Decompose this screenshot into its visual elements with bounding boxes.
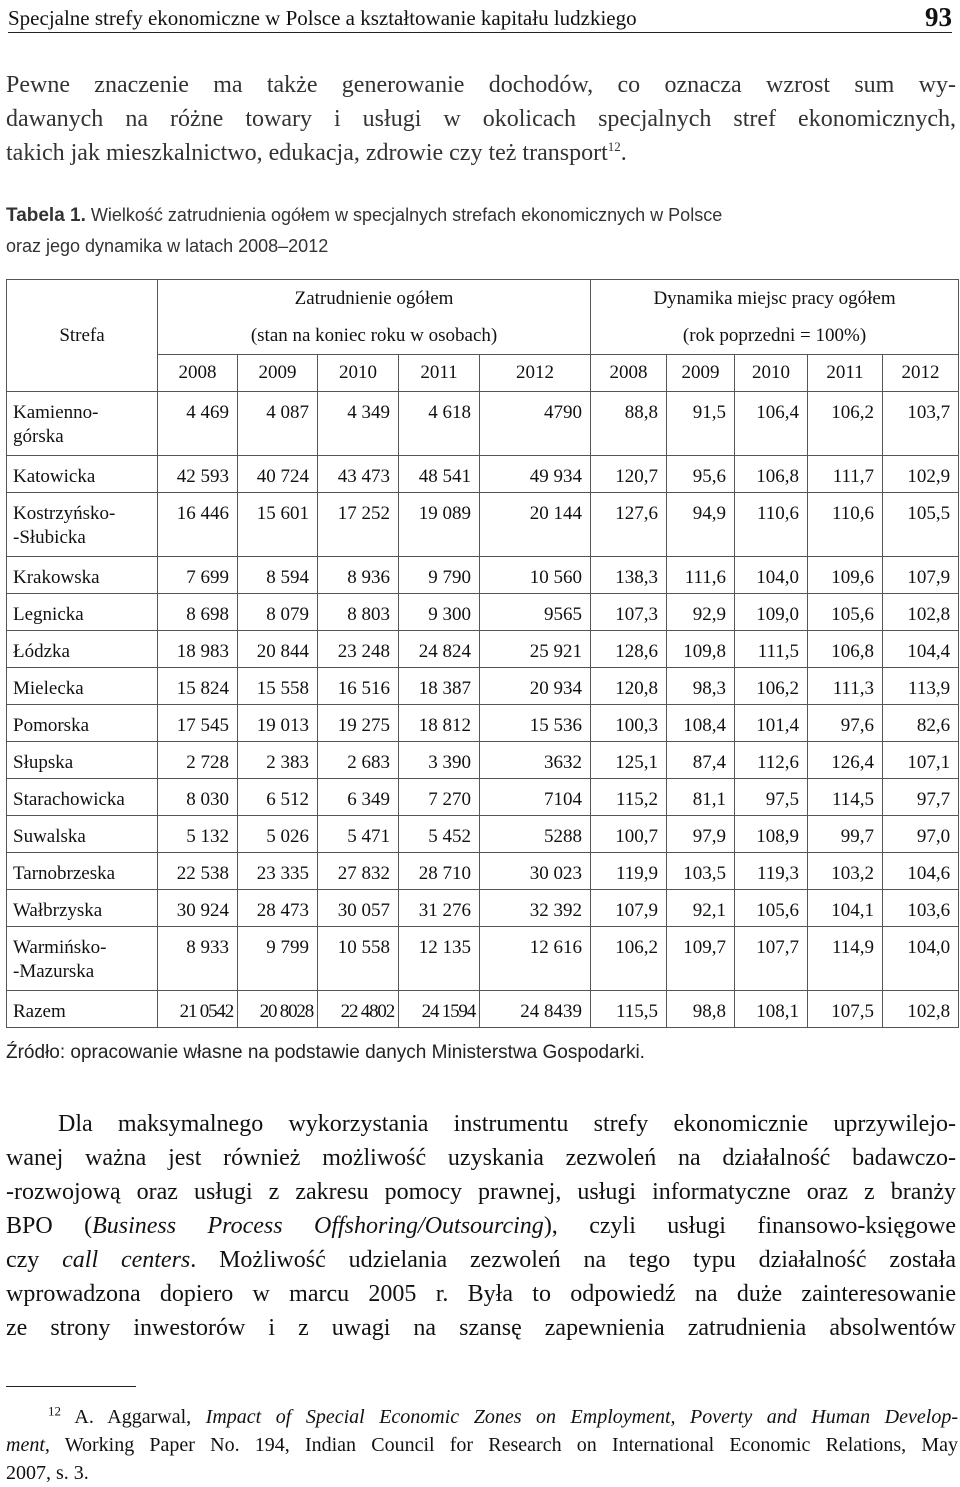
table-cell: 102,8 [883, 594, 959, 631]
year-header: 2008 [591, 355, 667, 392]
table-cell: 6 512 [238, 779, 318, 816]
year-header: 2009 [667, 355, 735, 392]
table-cell: 126,4 [808, 742, 883, 779]
table-cell: 104,6 [883, 853, 959, 890]
table-cell: 109,7 [667, 927, 735, 991]
table-cell: 105,6 [735, 890, 808, 927]
table-cell: 5 132 [158, 816, 238, 853]
table-cell: 102,8 [883, 991, 959, 1028]
zone-name-line: Krakowska [13, 567, 100, 588]
table-cell: 25 921 [480, 631, 591, 668]
zone-name-line: -Słubicka [13, 527, 86, 548]
table-cell: 111,3 [808, 668, 883, 705]
year-header: 2010 [318, 355, 399, 392]
table-cell: 15 601 [238, 493, 318, 557]
body-line: wanej ważna jest również możliwość uzyskania zezwoleń na działalność badawczo- [6, 1145, 956, 1171]
table-cell: 43 473 [318, 456, 399, 493]
table-cell: 107,1 [883, 742, 959, 779]
table-cell: 119,9 [591, 853, 667, 890]
table-cell: 94,9 [667, 493, 735, 557]
table-cell: 8 030 [158, 779, 238, 816]
table-cell: 10 560 [480, 557, 591, 594]
footnote-ref[interactable]: 12 [607, 139, 621, 154]
table-cell: 109,6 [808, 557, 883, 594]
table-cell: 16 516 [318, 668, 399, 705]
table-cell: 104,0 [735, 557, 808, 594]
table-cell: 40 724 [238, 456, 318, 493]
table-cell: 24 8439 [480, 991, 591, 1028]
table-cell: 32 392 [480, 890, 591, 927]
body-line: -rozwojową oraz usługi z zakresu pomocy prawnej, usługi informatyczne oraz z branży [6, 1179, 956, 1205]
table-cell: 4790 [480, 392, 591, 456]
table-cell: 102,9 [883, 456, 959, 493]
table-row [7, 668, 959, 705]
table-cell: 98,3 [667, 668, 735, 705]
table-cell: 15 536 [480, 705, 591, 742]
year-header: 2012 [480, 355, 591, 392]
body-line: ze strony inwestorów i z uwagi na szansę zapewnienia zatrudnienia absolwentów [6, 1315, 956, 1341]
table-cell: 103,5 [667, 853, 735, 890]
year-header: 2010 [735, 355, 808, 392]
table-cell: 109,8 [667, 631, 735, 668]
footnote-line [6, 1431, 958, 1459]
table-cell: 7 270 [399, 779, 480, 816]
table-cell: 20 844 [238, 631, 318, 668]
table-cell: 105,5 [883, 493, 959, 557]
table-cell: 15 824 [158, 668, 238, 705]
table-cell: 23 335 [238, 853, 318, 890]
zone-name-line: Kostrzyńsko- [13, 503, 116, 524]
footnote-title-end: ment [6, 1434, 45, 1456]
zone-name-line: Słupska [13, 752, 74, 773]
zone-name-line: Legnicka [13, 604, 84, 625]
table-cell: 16 446 [158, 493, 238, 557]
table-row [7, 557, 959, 594]
table-cell: 30 023 [480, 853, 591, 890]
zone-name-line: Łódzka [13, 641, 70, 662]
table-cell: 9565 [480, 594, 591, 631]
table-cell: 115,2 [591, 779, 667, 816]
table-cell: 108,1 [735, 991, 808, 1028]
intro-line-text: takich jak mieszkalnictwo, edukacja, zdrowie czy też transport [6, 140, 608, 166]
intro-paragraph [6, 68, 956, 170]
table-cell: 103,6 [883, 890, 959, 927]
table-cell: 20 934 [480, 668, 591, 705]
table-row [7, 890, 959, 927]
table-row [7, 392, 959, 456]
table-cell: 107,3 [591, 594, 667, 631]
table-cell: 18 812 [399, 705, 480, 742]
zone-name-line: Katowicka [13, 466, 96, 487]
table-cell: 23 248 [318, 631, 399, 668]
table-cell: 107,5 [808, 991, 883, 1028]
table-cell: 4 087 [238, 392, 318, 456]
zone-name [7, 991, 158, 1028]
zone-name [7, 493, 158, 557]
zone-name [7, 890, 158, 927]
intro-line-end: . [620, 140, 627, 166]
table-cell: 103,2 [808, 853, 883, 890]
table-cell: 12 135 [399, 927, 480, 991]
body-paragraph [6, 1107, 956, 1345]
zone-name-line: Warmińsko- [13, 937, 107, 958]
footnote-rule [6, 1386, 136, 1387]
table-cell: 88,8 [591, 392, 667, 456]
source-note: Źródło: opracowanie własne na podstawie danych Ministerstwa Gospodarki. [6, 1042, 645, 1063]
table-cell: 2 728 [158, 742, 238, 779]
zone-name-line: Pomorska [13, 715, 89, 736]
table-cell: 98,8 [667, 991, 735, 1028]
table-cell: 42 593 [158, 456, 238, 493]
table-cell: 8 936 [318, 557, 399, 594]
intro-line: Pewne znaczenie ma także generowanie dochodów, co oznacza wzrost sum wy- [6, 72, 956, 98]
zone-name [7, 631, 158, 668]
table-caption [6, 200, 956, 261]
table-cell: 97,5 [735, 779, 808, 816]
footnote-author: A. Aggarwal, [74, 1406, 206, 1428]
table-cell: 103,7 [883, 392, 959, 456]
footnote-number: 12 [48, 1403, 61, 1419]
table-row [7, 779, 959, 816]
table-cell: 19 013 [238, 705, 318, 742]
table-cell: 107,9 [591, 890, 667, 927]
table-row [7, 631, 959, 668]
table-cell: 8 933 [158, 927, 238, 991]
table-cell: 22 4802 [318, 991, 399, 1028]
table-cell: 107,7 [735, 927, 808, 991]
table-cell: 8 803 [318, 594, 399, 631]
table-cell: 119,3 [735, 853, 808, 890]
table-cell: 30 057 [318, 890, 399, 927]
table-cell: 22 538 [158, 853, 238, 890]
zone-name-line: Wałbrzyska [13, 900, 103, 921]
body-text: BPO ( [6, 1213, 93, 1239]
zone-name-line: Starachowicka [13, 789, 125, 810]
body-text: czy [6, 1247, 63, 1273]
zone-name [7, 705, 158, 742]
zone-name-line: Tarnobrzeska [13, 863, 116, 884]
table-cell: 104,4 [883, 631, 959, 668]
table-cell: 6 349 [318, 779, 399, 816]
zone-name-line: Suwalska [13, 826, 86, 847]
table-cell: 5 026 [238, 816, 318, 853]
table-row [7, 991, 959, 1028]
footnote-title: Impact of Special Economic Zones on Employment, Poverty and Human Develop- [205, 1406, 958, 1428]
table-cell: 114,9 [808, 927, 883, 991]
table-cell: 106,2 [735, 668, 808, 705]
table-cell: 108,9 [735, 816, 808, 853]
table-row [7, 456, 959, 493]
table-cell: 18 387 [399, 668, 480, 705]
table-cell: 27 832 [318, 853, 399, 890]
caption-text: Wielkość zatrudnienia ogółem w specjalnych strefach ekonomicznych w Polsce [90, 205, 723, 225]
zone-name-line: -Mazurska [13, 961, 95, 982]
zone-name [7, 779, 158, 816]
table-cell: 7104 [480, 779, 591, 816]
table-cell: 19 275 [318, 705, 399, 742]
table-row [7, 927, 959, 991]
table-cell: 111,5 [735, 631, 808, 668]
table-cell: 127,6 [591, 493, 667, 557]
table-cell: 8 698 [158, 594, 238, 631]
table-cell: 8 079 [238, 594, 318, 631]
table-cell: 9 799 [238, 927, 318, 991]
table-cell: 12 616 [480, 927, 591, 991]
table-cell: 111,6 [667, 557, 735, 594]
table-cell: 5 471 [318, 816, 399, 853]
table-cell: 100,7 [591, 816, 667, 853]
table-cell: 108,4 [667, 705, 735, 742]
table-cell: 99,7 [808, 816, 883, 853]
table-cell: 82,6 [883, 705, 959, 742]
table-cell: 120,8 [591, 668, 667, 705]
zone-name [7, 742, 158, 779]
table-cell: 105,6 [808, 594, 883, 631]
table-cell: 91,5 [667, 392, 735, 456]
body-text: . Możliwość udzielania zezwoleń na tego typu działalność została [190, 1247, 956, 1273]
table-cell: 97,7 [883, 779, 959, 816]
table-cell: 2 383 [238, 742, 318, 779]
table-cell: 104,1 [808, 890, 883, 927]
year-header: 2011 [399, 355, 480, 392]
table-cell: 92,1 [667, 890, 735, 927]
year-header: 2011 [808, 355, 883, 392]
zone-name-line: Razem [13, 1001, 66, 1022]
table-cell: 107,9 [883, 557, 959, 594]
table-cell: 97,0 [883, 816, 959, 853]
footnote [6, 1403, 958, 1487]
intro-line: dawanych na różne towary i usługi w okolicach specjalnych stref ekonomicznych, [6, 106, 956, 132]
body-line [6, 1243, 956, 1277]
zone-name [7, 456, 158, 493]
table-cell: 8 594 [238, 557, 318, 594]
zone-name [7, 392, 158, 456]
footnote-line: 2007, s. 3. [6, 1462, 89, 1484]
table-cell: 20 144 [480, 493, 591, 557]
table-cell: 97,9 [667, 816, 735, 853]
table-cell: 19 089 [399, 493, 480, 557]
table-row [7, 853, 959, 890]
table-cell: 114,5 [808, 779, 883, 816]
table-cell: 2 683 [318, 742, 399, 779]
table-row [7, 742, 959, 779]
table-cell: 49 934 [480, 456, 591, 493]
table-cell: 3632 [480, 742, 591, 779]
body-italic: Business Process Offshoring/Outsourcing [92, 1213, 544, 1239]
table-row [7, 705, 959, 742]
table-cell: 112,6 [735, 742, 808, 779]
zone-name [7, 927, 158, 991]
table-cell: 95,6 [667, 456, 735, 493]
table-cell: 15 558 [238, 668, 318, 705]
table-cell: 81,1 [667, 779, 735, 816]
table-cell: 113,9 [883, 668, 959, 705]
table-cell: 115,5 [591, 991, 667, 1028]
year-header: 2012 [883, 355, 959, 392]
table-cell: 106,2 [591, 927, 667, 991]
col-strefa-header: Strefa [7, 280, 158, 392]
caption-line [6, 200, 956, 231]
year-header: 2009 [238, 355, 318, 392]
body-italic: call centers [62, 1247, 191, 1273]
table-cell: 4 469 [158, 392, 238, 456]
table-cell: 30 924 [158, 890, 238, 927]
employment-table [6, 279, 959, 1028]
table-cell: 24 824 [399, 631, 480, 668]
table-cell: 24 1594 [399, 991, 480, 1028]
table-cell: 101,4 [735, 705, 808, 742]
zone-name [7, 594, 158, 631]
table-cell: 28 473 [238, 890, 318, 927]
table-cell: 5 452 [399, 816, 480, 853]
zone-name [7, 668, 158, 705]
table-cell: 21 0542 [158, 991, 238, 1028]
table-row [7, 816, 959, 853]
table-cell: 5288 [480, 816, 591, 853]
footnote-line [6, 1403, 958, 1431]
table-cell: 17 545 [158, 705, 238, 742]
table-cell: 128,6 [591, 631, 667, 668]
body-line: wprowadzona dopiero w marcu 2005 r. Była to odpowiedź na duże zainteresowanie [6, 1281, 956, 1307]
page-number: 93 [925, 2, 952, 32]
table-cell: 9 790 [399, 557, 480, 594]
zone-name [7, 557, 158, 594]
footnote-text: , Working Paper No. 194, Indian Council for Research on International Economic Relations, May [44, 1434, 958, 1456]
caption-label: Tabela 1. [6, 205, 86, 226]
running-header [8, 2, 952, 33]
table-cell: 120,7 [591, 456, 667, 493]
table-cell: 20 8028 [238, 991, 318, 1028]
table-row [7, 493, 959, 557]
group2-subtitle: (rok poprzedni = 100%) [591, 318, 959, 355]
table-cell: 92,9 [667, 594, 735, 631]
table-cell: 138,3 [591, 557, 667, 594]
table-cell: 110,6 [808, 493, 883, 557]
table-cell: 97,6 [808, 705, 883, 742]
table-cell: 28 710 [399, 853, 480, 890]
table-cell: 7 699 [158, 557, 238, 594]
zone-name-line: Kamienno- [13, 402, 99, 423]
year-header: 2008 [158, 355, 238, 392]
table-cell: 110,6 [735, 493, 808, 557]
table-row [7, 594, 959, 631]
table-cell: 18 983 [158, 631, 238, 668]
caption-line: oraz jego dynamika w latach 2008–2012 [6, 236, 329, 256]
table-cell: 87,4 [667, 742, 735, 779]
zone-name-line: Mielecka [13, 678, 84, 699]
table-cell: 106,8 [735, 456, 808, 493]
running-title: Specjalne strefy ekonomiczne w Polsce a kształtowanie kapitału ludzkiego [8, 6, 637, 30]
zone-name [7, 816, 158, 853]
table-cell: 106,2 [808, 392, 883, 456]
intro-line [6, 136, 956, 170]
table-cell: 10 558 [318, 927, 399, 991]
group1-subtitle: (stan na koniec roku w osobach) [158, 318, 591, 355]
group1-title: Zatrudnienie ogółem [158, 280, 591, 319]
table-cell: 9 300 [399, 594, 480, 631]
table-cell: 104,0 [883, 927, 959, 991]
table-cell: 4 349 [318, 392, 399, 456]
table-cell: 48 541 [399, 456, 480, 493]
table-cell: 4 618 [399, 392, 480, 456]
zone-name [7, 853, 158, 890]
table-cell: 3 390 [399, 742, 480, 779]
body-line [6, 1209, 956, 1243]
table-cell: 31 276 [399, 890, 480, 927]
table-cell: 100,3 [591, 705, 667, 742]
table-cell: 106,8 [808, 631, 883, 668]
group2-title: Dynamika miejsc pracy ogółem [591, 280, 959, 319]
body-line: Dla maksymalnego wykorzystania instrumentu strefy ekonomicznie uprzywilejo- [58, 1111, 956, 1137]
table-cell: 109,0 [735, 594, 808, 631]
table-cell: 111,7 [808, 456, 883, 493]
table-cell: 125,1 [591, 742, 667, 779]
table-cell: 17 252 [318, 493, 399, 557]
table-cell: 106,4 [735, 392, 808, 456]
body-text: ), czyli usługi finansowo-księgowe [543, 1213, 956, 1239]
zone-name-line: górska [13, 426, 64, 447]
